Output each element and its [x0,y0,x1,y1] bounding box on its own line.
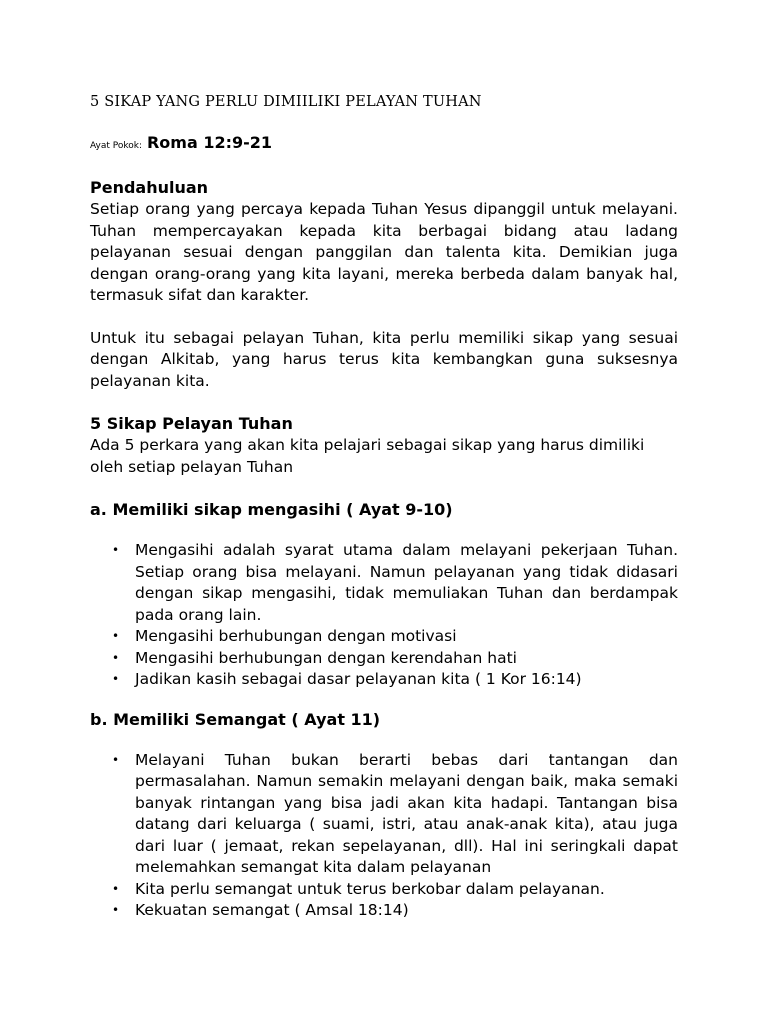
list-item [90,669,678,691]
bullet-icon: • [112,903,120,917]
intro-paragraph-1: Setiap orang yang percaya kepada Tuhan Yesus dipanggil untuk melayani. Tuhan mempercayakan kepada kita berbagai bidang atau ladang pelayanan sesuai dengan panggilan dan talenta kita. Demikian juga dengan orang-orang yang kita layani, mereka berbeda dalam banyak hal, termasuk sifat dan karakter. [90,200,678,304]
list-item-text: Mengasihi adalah syarat utama dalam melayani pekerjaan Tuhan. Setiap orang bisa melayani. Namun pelayanan yang tidak didasari dengan sikap mengasihi, tidak memuliakan Tuhan dan berdampak pada orang lain. [135,541,678,624]
bullet-icon: • [112,629,120,643]
list-item [90,540,678,626]
list-item-text: Kita perlu semangat untuk terus berkobar dalam pelayanan. [135,879,605,898]
verse-label: Ayat Pokok: [90,140,143,151]
section-a-heading: a. Memiliki sikap mengasihi ( Ayat 9-10) [90,500,453,519]
list-item [90,750,678,879]
bullet-icon: • [112,672,120,686]
verse-reference: Roma 12:9-21 [146,132,273,152]
list-item-text: Melayani Tuhan bukan berarti bebas dari tantangan dan permasalahan. Namun semakin melayani dengan baik, maka semaki banyak rintangan yang bisa jadi akan kita hadapi. Tantangan bisa datang dari keluarga ( suami, istri, atau anak-anak kita), atau juga dari luar ( jemaat, rekan sepelayanan, dll). Hal ini seringkali dapat melemahkan semangat kita dalam pelayanan [135,750,678,876]
bullet-icon: • [112,881,120,896]
verse-line [90,132,678,158]
bullet-icon: • [112,650,120,665]
document-body [90,92,678,940]
section-b-list [90,750,678,922]
sikap-paragraph: Ada 5 perkara yang akan kita pelajari sebagai sikap yang harus dimiliki oleh setiap pelayan Tuhan [90,436,645,476]
list-item-text: Mengasihi berhubungan dengan kerendahan hati [135,648,517,667]
intro-paragraph-2: Untuk itu sebagai pelayan Tuhan, kita perlu memiliki sikap yang sesuai dengan Alkitab, yang harus terus kita kembangkan guna suksesnya pelayanan kita. [90,328,678,390]
list-item-text: Kekuatan semangat ( Amsal 18:14) [135,901,409,919]
list-item [90,648,678,670]
bullet-icon: • [112,752,120,767]
intro-heading: Pendahuluan [90,178,209,197]
section-b-heading: b. Memiliki Semangat ( Ayat 11) [90,709,381,729]
list-item [90,626,678,648]
list-item-text: Jadikan kasih sebagai dasar pelayanan kita ( 1 Kor 16:14) [135,670,582,688]
list-item [90,900,678,922]
document-title: 5 SIKAP YANG PERLU DIMIILIKI PELAYAN TUHAN [90,94,482,110]
bullet-icon: • [112,543,120,557]
list-item [90,879,678,901]
sikap-heading: 5 Sikap Pelayan Tuhan [90,414,293,433]
section-a-list [90,540,678,691]
list-item-text: Mengasihi berhubungan dengan motivasi [135,627,457,645]
